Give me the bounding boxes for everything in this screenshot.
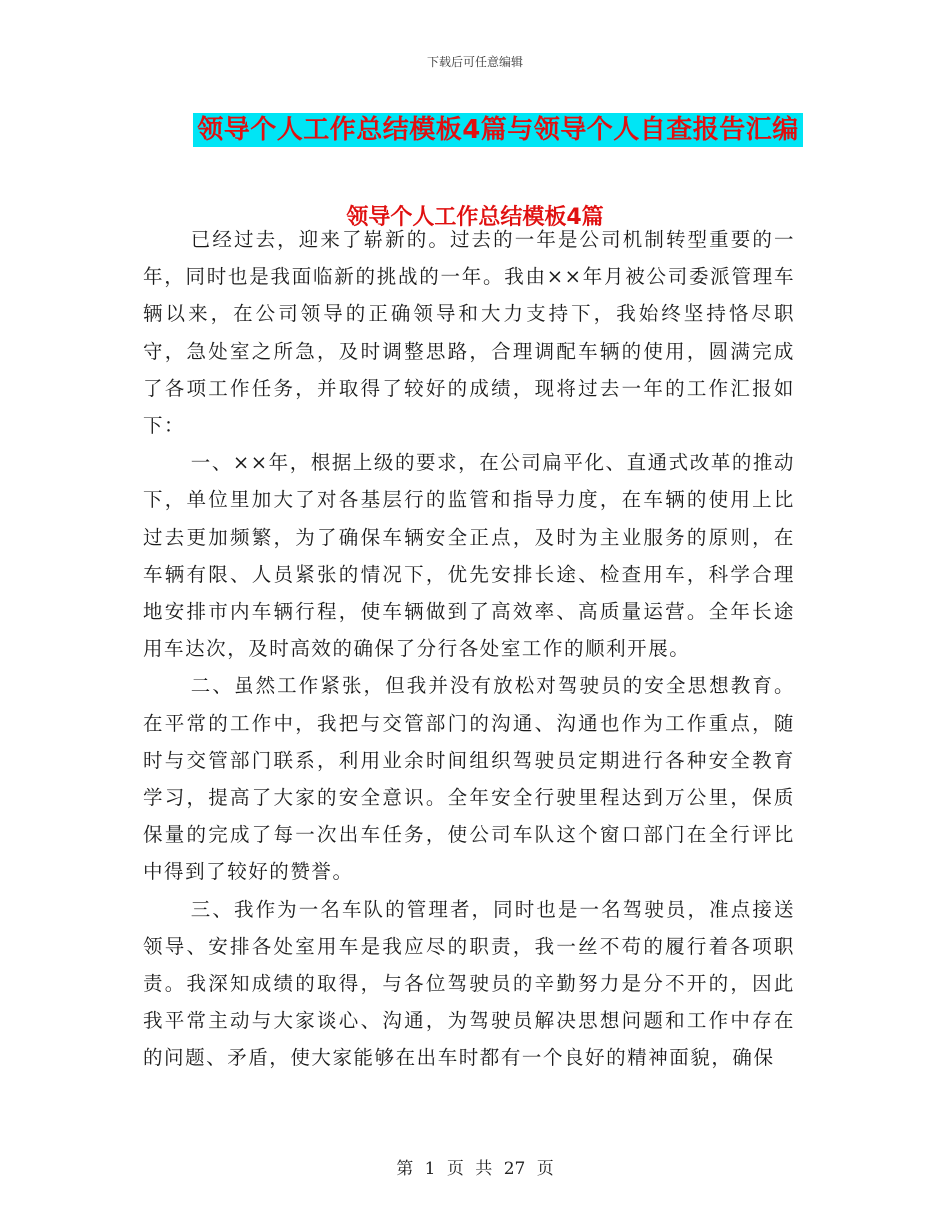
page-number-footer: 第 1 页 共 27 页: [396, 1159, 554, 1179]
section-title: 领导个人工作总结模板4篇: [346, 205, 604, 230]
paragraph-intro: 已经过去，迎来了崭新的。过去的一年是公司机制转型重要的一年，同时也是我面临新的挑战的一年。我由××年月被公司委派管理车辆以来，在公司领导的正确领导和大力支持下，我始终坚持恪尽职守，急处室之所急，及时调整思路，合理调配车辆的使用，圆满完成了各项工作任务，并取得了较好的成绩，现将过去一年的工作汇报如下：: [143, 228, 795, 438]
document-body: [143, 221, 795, 1077]
page-header-note: 下载后可任意编辑: [426, 55, 523, 69]
document-title-container: [0, 113, 950, 147]
paragraph-point-one: 一、××年，根据上级的要求，在公司扁平化、直通式改革的推动下，单位里加大了对各基层行的监管和指导力度，在车辆的使用上比过去更加频繁，为了确保车辆安全正点，及时为主业服务的原则，在车辆有限、人员紧张的情况下，优先安排长途、检查用车，科学合理地安排市内车辆行程，使车辆做到了高效率、高质量运营。全年长途用车达次，及时高效的确保了分行各处室工作的顺利开展。: [143, 451, 795, 661]
document-title: 领导个人工作总结模板4篇与领导个人自查报告汇编: [193, 113, 803, 147]
paragraph-point-two: 二、虽然工作紧张，但我并没有放松对驾驶员的安全思想教育。在平常的工作中，我把与交管部门的沟通、沟通也作为工作重点，随时与交管部门联系，利用业余时间组织驾驶员定期进行各种安全教育学习，提高了大家的安全意识。全年安全行驶里程达到万公里，保质保量的完成了每一次出车任务，使公司车队这个窗口部门在全行评比中得到了较好的赞誉。: [143, 674, 795, 884]
paragraph-point-three: 三、我作为一名车队的管理者，同时也是一名驾驶员，准点接送领导、安排各处室用车是我应尽的职责，我一丝不苟的履行着各项职责。我深知成绩的取得，与各位驾驶员的辛勤努力是分不开的，因此我平常主动与大家谈心、沟通，为驾驶员解决思想问题和工作中存在的问题、矛盾，使大家能够在出车时都有一个良好的精神面貌，确保: [143, 897, 795, 1070]
